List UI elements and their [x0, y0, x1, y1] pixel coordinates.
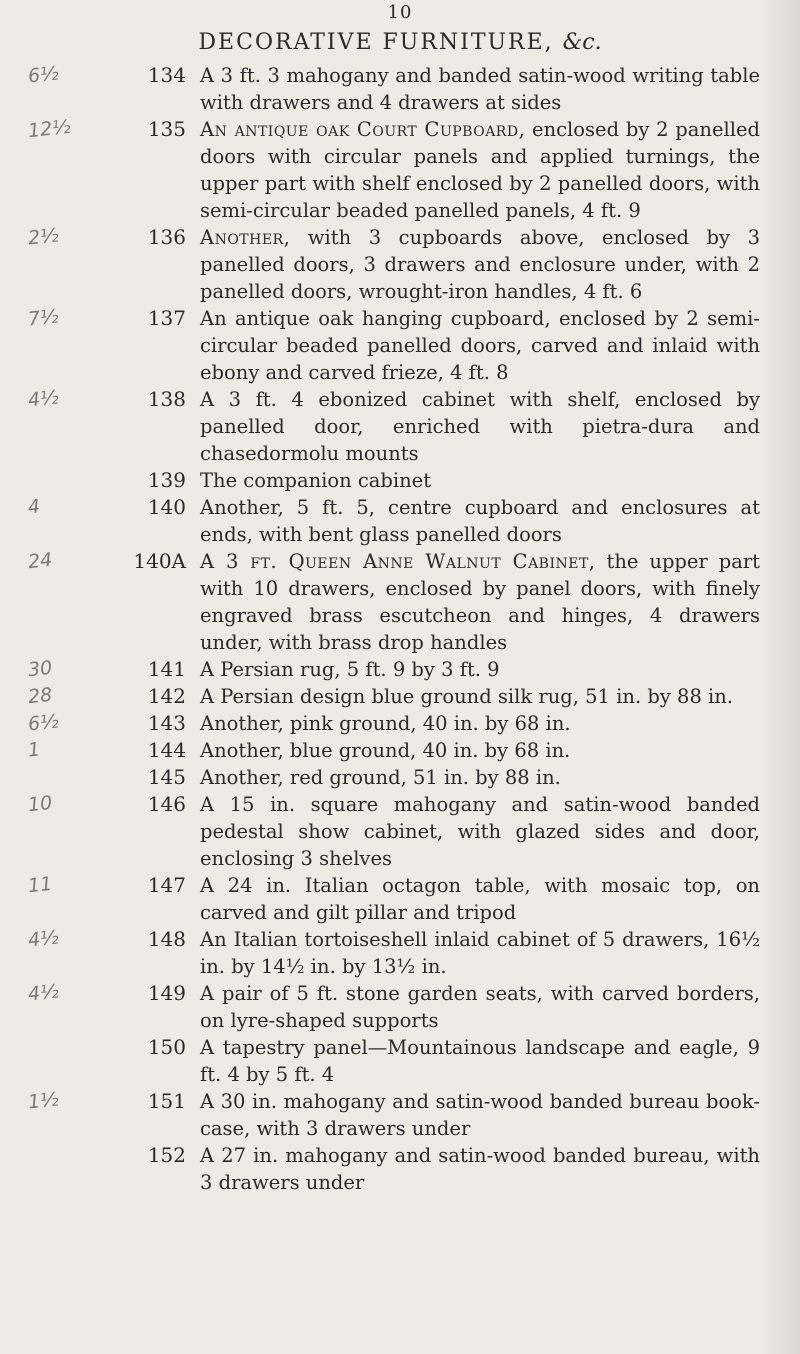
lot-entry	[0, 656, 800, 683]
lot-description	[200, 980, 760, 1034]
lot-number: 143	[147, 711, 186, 735]
lot-entry	[0, 764, 800, 791]
lot-number: 140A	[133, 549, 186, 573]
lot-description	[200, 737, 760, 764]
margin-pencil-note: 1½	[26, 1088, 60, 1114]
lot-description-text: A pair of 5 ft. stone garden seats, with carved borders, on lyre-shaped supports	[200, 982, 760, 1032]
lot-number: 152	[147, 1143, 186, 1167]
lot-entry	[0, 980, 800, 1034]
lot-lead-words: Another,	[200, 226, 291, 249]
lot-description-text: A Persian design blue ground silk rug, 51 in. by 88 in.	[200, 685, 734, 708]
lot-description	[200, 494, 760, 548]
lot-description	[200, 305, 760, 386]
lot-description-text: The companion cabinet	[200, 469, 432, 492]
lot-lead-words: An antique oak Court Cupboard,	[200, 118, 526, 141]
lot-number: 137	[147, 306, 186, 330]
lot-number: 142	[147, 684, 186, 708]
margin-pencil-note: 2½	[26, 224, 60, 250]
lot-entry	[0, 1034, 800, 1088]
lot-number: 138	[147, 387, 186, 411]
lot-entry	[0, 710, 800, 737]
lot-lead-words: A 3 ft. Queen Anne Walnut Cabinet,	[200, 550, 596, 573]
lot-description-text: the upper part with 10 drawers, enclosed by panel doors, with finely engraved brass escutcheon and hinges, 4 drawers under, with brass drop handles	[200, 550, 761, 654]
margin-pencil-note: 4½	[26, 926, 60, 952]
margin-pencil-note: 6½	[26, 710, 60, 736]
lot-description-text: Another, 5 ft. 5, centre cupboard and enclosures at ends, with bent glass panelled doors	[200, 496, 760, 546]
lot-description-text: A 15 in. square mahogany and satin-wood banded pedestal show cabinet, with glazed sides and door, enclosing 3 shelves	[200, 793, 760, 870]
lot-entry	[0, 116, 800, 224]
lot-description-text: enclosed by 2 panelled doors with circular panels and applied turnings, the upper part with shelf enclosed by 2 panelled doors, with semi-circular beaded panelled panels, 4 ft. 9	[200, 118, 760, 222]
lot-number: 146	[147, 792, 186, 816]
lot-entry	[0, 62, 800, 116]
lot-description-text: An antique oak hanging cupboard, enclosed by 2 semi-circular beaded panelled doors, carved and inlaid with ebony and carved frieze, 4 ft. 8	[200, 307, 760, 384]
lot-number: 148	[147, 927, 186, 951]
margin-pencil-note: 30	[26, 656, 54, 682]
lot-description-text: Another, blue ground, 40 in. by 68 in.	[200, 739, 571, 762]
lot-number: 140	[147, 495, 186, 519]
lot-entry	[0, 548, 800, 656]
lot-description	[200, 116, 760, 224]
page-number: 10	[387, 2, 413, 23]
lot-number: 141	[147, 657, 186, 681]
lot-entry	[0, 737, 800, 764]
lot-number: 139	[147, 468, 186, 492]
lot-description	[200, 926, 760, 980]
margin-pencil-note: 12½	[26, 115, 72, 143]
lot-number: 136	[147, 225, 186, 249]
lot-entry	[0, 1142, 800, 1196]
margin-pencil-note: 28	[26, 683, 54, 709]
page-edge-shadow	[760, 0, 800, 1354]
lot-description-text: A 24 in. Italian octagon table, with mosaic top, on carved and gilt pillar and tripod	[200, 874, 760, 924]
lot-list	[0, 62, 800, 1196]
lot-description	[200, 224, 760, 305]
lot-description	[200, 656, 760, 683]
lot-entry	[0, 791, 800, 872]
margin-pencil-note: 4	[26, 495, 42, 519]
section-title-main: DECORATIVE FURNITURE,	[198, 30, 554, 55]
margin-pencil-note: 1	[26, 738, 42, 762]
lot-description	[200, 1088, 760, 1142]
lot-description	[200, 467, 760, 494]
lot-description	[200, 872, 760, 926]
lot-description	[200, 548, 760, 656]
lot-description	[200, 791, 760, 872]
lot-number: 151	[147, 1089, 186, 1113]
margin-pencil-note: 10	[26, 791, 54, 817]
lot-description	[200, 710, 760, 737]
margin-pencil-note: 4½	[26, 980, 60, 1006]
section-title	[0, 30, 800, 55]
lot-description-text: Another, red ground, 51 in. by 88 in.	[200, 766, 561, 789]
lot-entry	[0, 1088, 800, 1142]
lot-entry	[0, 386, 800, 467]
lot-entry	[0, 305, 800, 386]
lot-entry	[0, 494, 800, 548]
lot-entry	[0, 683, 800, 710]
lot-description	[200, 1142, 760, 1196]
lot-description	[200, 62, 760, 116]
lot-description-text: A 3 ft. 4 ebonized cabinet with shelf, enclosed by panelled door, enriched with pietra-dura and chasedormolu mounts	[200, 388, 760, 465]
lot-description-text: A 3 ft. 3 mahogany and banded satin-wood writing table with drawers and 4 drawers at sides	[200, 64, 760, 114]
margin-pencil-note: 7½	[26, 305, 60, 331]
lot-description	[200, 1034, 760, 1088]
lot-description-text: Another, pink ground, 40 in. by 68 in.	[200, 712, 571, 735]
lot-number: 147	[147, 873, 186, 897]
lot-number: 144	[147, 738, 186, 762]
lot-entry	[0, 224, 800, 305]
lot-number: 150	[147, 1035, 186, 1059]
lot-number: 145	[147, 765, 186, 789]
lot-description-text: A Persian rug, 5 ft. 9 by 3 ft. 9	[200, 658, 500, 681]
lot-description-text: with 3 cupboards above, enclosed by 3 panelled doors, 3 drawers and enclosure under, with 2 panelled doors, wrought-iron handles, 4 ft. 6	[200, 226, 760, 303]
margin-pencil-note: 11	[26, 872, 54, 898]
lot-entry	[0, 872, 800, 926]
margin-pencil-note: 6½	[26, 62, 60, 88]
margin-pencil-note: 24	[26, 548, 54, 574]
lot-number: 149	[147, 981, 186, 1005]
lot-description-text: A 27 in. mahogany and satin-wood banded bureau, with 3 drawers under	[200, 1144, 760, 1194]
lot-description	[200, 386, 760, 467]
lot-description-text: A 30 in. mahogany and satin-wood banded bureau book-case, with 3 drawers under	[200, 1090, 760, 1140]
section-title-etc: &c.	[562, 30, 602, 55]
lot-entry	[0, 926, 800, 980]
lot-description-text: An Italian tortoiseshell inlaid cabinet of 5 drawers, 16½ in. by 14½ in. by 13½ in.	[200, 928, 760, 978]
lot-description	[200, 683, 760, 710]
lot-description	[200, 764, 760, 791]
lot-number: 134	[147, 63, 186, 87]
lot-description-text: A tapestry panel—Mountainous landscape and eagle, 9 ft. 4 by 5 ft. 4	[200, 1036, 760, 1086]
lot-entry	[0, 467, 800, 494]
margin-pencil-note: 4½	[26, 386, 60, 412]
lot-number: 135	[147, 117, 186, 141]
